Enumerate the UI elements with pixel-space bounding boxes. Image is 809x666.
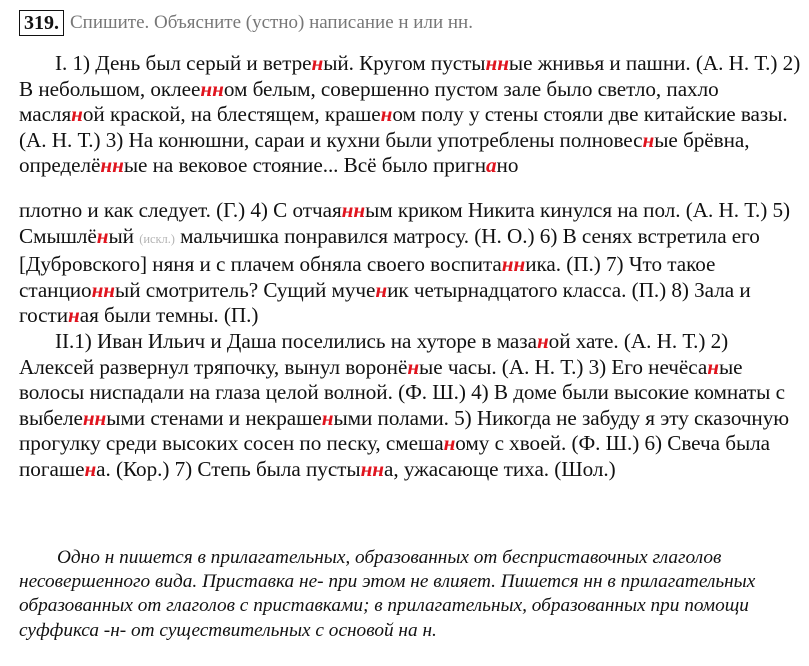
rule-explanation: Одно н пишется в прилагательных, образованных от бесприставочных глаголов несовершенного вида. Приставка не- при этом не влияет. Пишется нн в прилагательных образованных от глаголов с приставками; в прилагательных, образованных при помощи суффикса -н- от существительных с основой на н. xyxy=(19,547,756,641)
answer-letter: а xyxy=(486,153,497,178)
answer-letter: н xyxy=(375,277,388,302)
exercise-number: 319. xyxy=(19,10,64,36)
exercise-instruction: Спишите. Объясните (устно) написание н или нн. xyxy=(70,12,473,33)
part1-paragraph-b: плотно и как следует. (Г.) 4) С отчаянным криком Никита кинулся на пол. (А. Н. Т.) 5) Смышлёный (искл.) мальчишка понравился матросу. (Н. О.) 6) В сенях встретила его [Дубровского] няня и с плачем обняла своего воспитанника. (П.) 7) Что такое станционный смотритель? Сущий мученик четырнадцатого класса. (П.) 8) Зала и гостиная были темны. (П.) xyxy=(19,197,791,328)
exercise-body xyxy=(19,51,804,483)
answer-letter: н xyxy=(321,405,334,430)
answer-letter: н xyxy=(68,303,80,328)
answer-letter: нн xyxy=(360,456,385,481)
part2-paragraph: II.1) Иван Ильич и Даша поселились на хуторе в мазаной хате. (А. Н. Т.) 2) Алексей развернул тряпочку, вынул воронёные часы. (А. Н. Т.) 3) Его нечёсаные волосы ниспадали на глаза целой волной. (Ф. Ш.) 4) В доме были высокие комнаты с выбеленными стенами и некрашеными полами. 5) Никогда не забуду я эту сказочную прогулку среди высоких сосен по песку, смешаному с хвоей. (Ф. Ш.) 6) Свеча была погашена. (Кор.) 7) Степь была пустынна, ужасающе тиха. (Шол.) xyxy=(19,328,790,481)
answer-letter: н xyxy=(707,354,719,379)
answer-letter: н xyxy=(84,456,97,481)
answer-letter: нн xyxy=(82,405,107,430)
answer-letter: н xyxy=(96,223,109,248)
answer-letter: нн xyxy=(100,153,124,178)
answer-letter: н xyxy=(71,102,83,127)
answer-letter: н xyxy=(407,354,420,379)
part1-paragraph-a: I. 1) День был серый и ветреный. Кругом пустынные жнивья и пашни. (А. Н. Т.) 2) В небольшом, оклеенном белым, совершенно пустом зале было светло, пахло масляной краской, на блестящем, крашеном полу у стены стояли две китайские вазы. (А. Н. Т.) 3) На конюшни, сараи и кухни были употреблены полновесные брёвна, определённые на вековое стояние... Всё было пригнано xyxy=(19,51,801,178)
answer-letter: нн xyxy=(501,252,526,277)
exception-note: (искл.) xyxy=(139,231,175,246)
answer-letter: н xyxy=(311,51,324,75)
answer-letter: нн xyxy=(485,51,509,75)
answer-letter: нн xyxy=(341,197,366,222)
answer-letter: н xyxy=(380,102,393,127)
answer-letter: нн xyxy=(200,76,224,101)
answer-letter: н xyxy=(536,328,549,353)
exercise-header xyxy=(19,10,473,36)
answer-letter: н xyxy=(642,127,655,152)
answer-letter: нн xyxy=(91,277,116,302)
answer-letter: н xyxy=(443,431,456,456)
